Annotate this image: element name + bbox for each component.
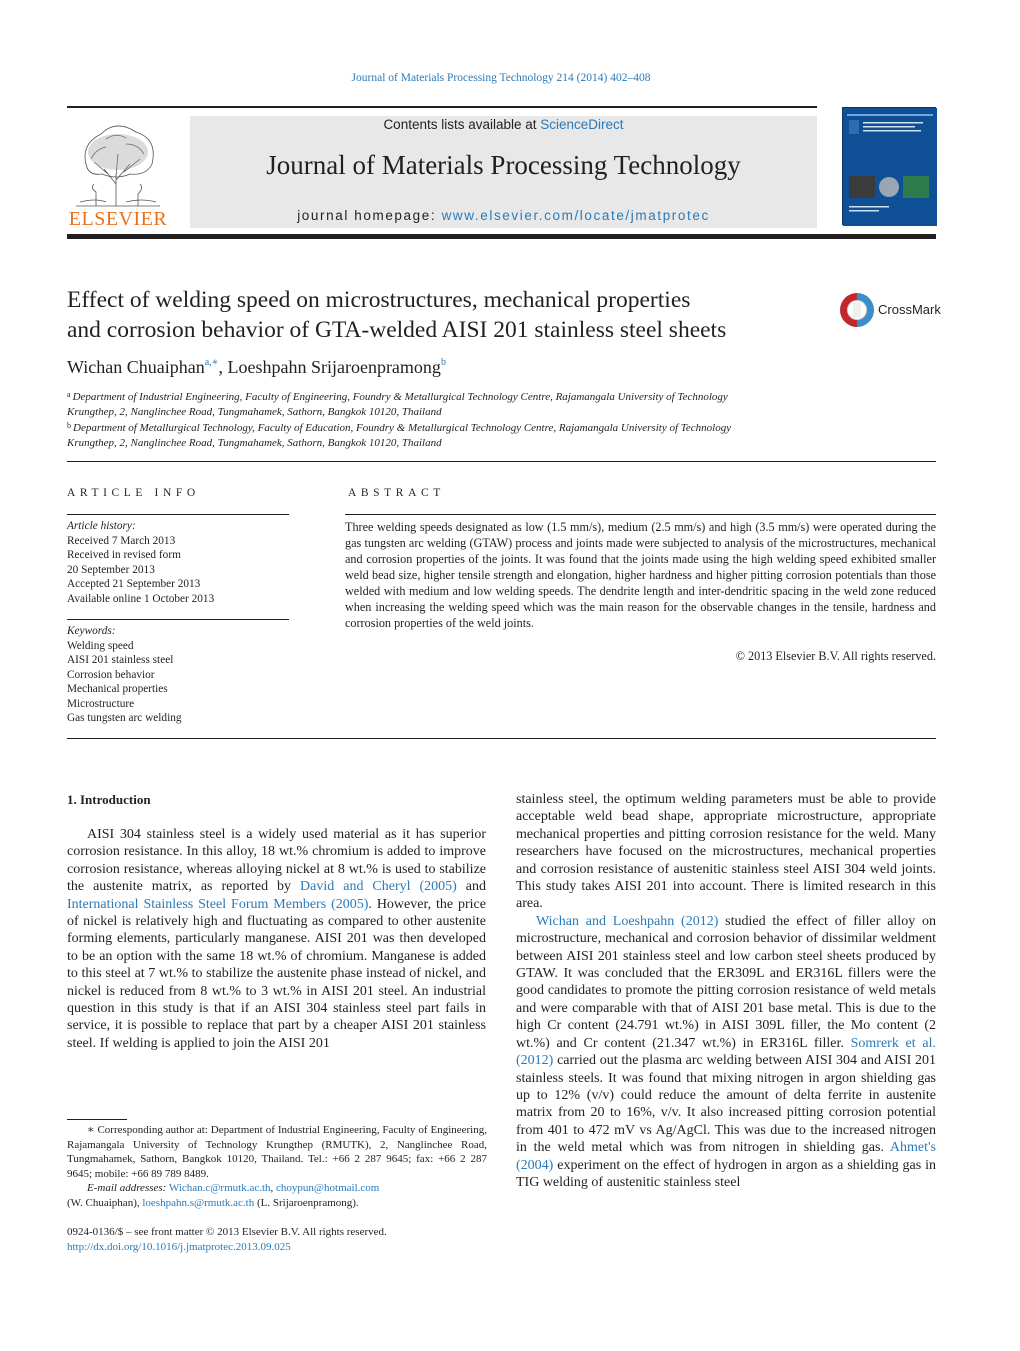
title-line-1: Effect of welding speed on microstructures, mechanical properties	[67, 287, 691, 313]
author-name: Loeshpahn Srijaroenpramong	[227, 357, 441, 377]
elsevier-wordmark: ELSEVIER	[68, 208, 168, 230]
paragraph	[516, 913, 936, 1192]
citation-link[interactable]: Wichan and Loeshpahn (2012)	[536, 913, 719, 929]
affiliation-b	[67, 419, 927, 436]
homepage-prefix: journal homepage:	[297, 208, 442, 223]
affiliation-text: Department of Metallurgical Technology, Faculty of Education, Foundry & Metallurgical Technology Centre, Rajamangala University of Technology	[73, 422, 732, 434]
affiliations	[67, 388, 927, 450]
article-info-heading: ARTICLE INFO	[67, 487, 200, 499]
footnote-corr	[67, 1123, 487, 1181]
email-separator: ,	[270, 1182, 277, 1194]
text: . However, the price of nickel is relatively high and fluctuating as compared to other austenite forming elements, particularly manganese. AISI 201 was then developed to be an option with the same 18 wt.% of chromium. Manganese is added to this steel at 7 wt.% to stabilize the austenite phase instead of nickel, and nickel is reduced from 8 wt.% to 3 wt.% in AISI 201 steel. An industrial question in this study is that if an AISI 304 stainless steel part fails in service, it is possible to replace that part by a cheaper AISI 201 stainless steel. If welding is applied to join the AISI 201	[67, 896, 486, 1051]
text: and	[456, 879, 487, 895]
keyword: Mechanical properties	[67, 683, 168, 695]
corresponding-author-footnote	[67, 1123, 487, 1210]
abstract-bottom-rule	[67, 738, 936, 739]
history-item: Received in revised form	[67, 549, 181, 561]
footnote-email	[67, 1181, 487, 1196]
citation-link[interactable]: Ahmet's (2004)	[516, 1140, 936, 1173]
text: carried out the plasma arc welding between AISI 304 and AISI 201 stainless steels. It was found that mixing nitrogen in argon shielding gas up to 12% (v/v) could reduce the amount of delta ferrite in austenite matrix from 20 to 16%, v/v. It also increased pitting corrosion potential from 401 to 472 mV vs Ag/AgCl. This was due to the increased nitrogen in the weld metal which was from nitrogen in shielding gas.	[516, 1053, 936, 1156]
author-separator: ,	[218, 357, 228, 377]
journal-citation[interactable]: Journal of Materials Processing Technology 214 (2014) 402–408	[351, 72, 651, 84]
email-owner: (W. Chuaiphan),	[67, 1196, 143, 1209]
keywords-label: Keywords:	[67, 625, 116, 637]
info-rule	[67, 619, 289, 620]
homepage-line	[190, 208, 817, 223]
contents-prefix: Contents lists available at	[383, 117, 541, 132]
email-link[interactable]: loeshpahn.s@rmutk.ac.th	[142, 1196, 255, 1209]
author-list	[67, 357, 446, 378]
issn-line: 0924-0136/$ – see front matter © 2013 Elsevier B.V. All rights reserved.	[67, 1226, 387, 1238]
footnote-rule	[67, 1119, 127, 1120]
keywords	[67, 624, 289, 726]
body-column-right	[516, 791, 936, 1191]
header-rule-top	[67, 106, 817, 108]
info-rule	[67, 514, 289, 515]
doi-link[interactable]: http://dx.doi.org/10.1016/j.jmatprotec.2013.09.025	[67, 1240, 291, 1253]
text: AISI 304 stainless steel is a widely used material as it has superior corrosion resistance. In this alloy, 18 wt.% chromium is added to improve corrosion resistance, whereas alloying nickel at 8 wt.% is used to stabilize the austenite matrix, as reported by	[67, 827, 486, 895]
history-item: 20 September 2013	[67, 563, 155, 576]
history-item: Accepted 21 September 2013	[67, 578, 201, 590]
affiliation-rule	[67, 461, 936, 462]
abstract-heading: ABSTRACT	[348, 487, 445, 499]
header-rule-thick	[67, 234, 936, 239]
journal-name: Journal of Materials Processing Technology	[266, 150, 741, 180]
text: experiment on the effect of hydrogen in argon as a shielding gas in TIG welding of austenitic stainless steel	[516, 1157, 936, 1190]
history-label: Article history:	[67, 520, 136, 532]
section-heading-introduction: 1. Introduction	[67, 792, 151, 807]
affiliation-b-cont: Krungthep, 2, Nanglinchee Road, Tungmahamek, Sathorn, Bangkok 10120, Thailand	[67, 436, 442, 449]
author-affiliation-mark[interactable]: b	[440, 357, 446, 368]
abstract-rule	[345, 514, 936, 515]
history-item: Available online 1 October 2013	[67, 592, 215, 605]
body-column-left	[67, 826, 486, 1052]
history-item: Received 7 March 2013	[67, 534, 176, 547]
abstract-copyright: © 2013 Elsevier B.V. All rights reserved.	[735, 649, 936, 663]
keyword: Corrosion behavior	[67, 668, 155, 681]
contents-line	[190, 117, 817, 132]
citation-link[interactable]: International Stainless Steel Forum Members (2005)	[67, 896, 369, 912]
author-name: Wichan Chuaiphan	[67, 357, 205, 377]
keyword: Gas tungsten arc welding	[67, 712, 182, 724]
text: studied the effect of filler alloy on microstructure, mechanical and corrosion behavior of dissimilar weldment between AISI 201 stainless steel and low carbon steel sheets produced by GTAW. It was concluded that the ER309L and ER316L fillers were the good candidates to promote the pitting corrosion resistance of weld metals and were comparable with that of AISI 201 base metal. This is due to the high Cr content (24.791 wt.%) in AISI 309L filler, the Mo content (2 wt.%) and Cr content (21.347 wt.%) in ER316L filler.	[516, 913, 937, 1051]
keyword: AISI 201 stainless steel	[67, 654, 174, 666]
crossmark-icon[interactable]	[839, 290, 877, 330]
keyword: Microstructure	[67, 697, 135, 710]
article-history	[67, 519, 289, 606]
footnote-text: Corresponding author at: Department of Industrial Engineering, Faculty of Engineering, Rajamangala University of Technology Krungthep (RMUTK), 2, Nanglinchee Road, Tungmahamek, Sathorn, Bangkok 10120, Thailand. Tel.: +66 2 287 9645; fax: +66 2 287 9645; mobile: +66 89 789 8489.	[67, 1124, 487, 1180]
email-link[interactable]: Wichan.c@rmutk.ac.th	[168, 1182, 271, 1194]
title-line-2: and corrosion behavior of GTA-welded AISI 201 stainless steel sheets	[67, 317, 727, 343]
citation-link[interactable]: Somrerk et al. (2012)	[516, 1035, 937, 1069]
article-title	[67, 285, 817, 345]
affiliation-a-cont: Krungthep, 2, Nanglinchee Road, Tungmahamek, Sathorn, Bangkok 10120, Thailand	[67, 405, 442, 418]
affiliation-mark: b	[67, 421, 71, 430]
affiliation-text: Department of Industrial Engineering, Faculty of Engineering, Foundry & Metallurgical Technology Centre, Rajamangala University of Technology	[72, 391, 728, 403]
citation-link[interactable]: David and Cheryl (2005)	[300, 879, 457, 895]
email-link[interactable]: choypun@hotmail.com	[276, 1182, 380, 1194]
email-label: E-mail addresses:	[87, 1182, 167, 1194]
issn-block	[67, 1225, 487, 1254]
affiliation-a	[67, 388, 927, 405]
author-affiliation-mark[interactable]: a,∗	[204, 357, 219, 368]
sciencedirect-link[interactable]: ScienceDirect	[540, 117, 624, 132]
crossmark-label[interactable]: CrossMark	[878, 302, 941, 317]
footnote-mark: ∗	[87, 1124, 95, 1136]
paragraph: stainless steel, the optimum welding parameters must be able to provide acceptable weld bead shape, appropriate microstructure, appropriate mechanical properties and pitting corrosion resistance for the weld. Many researchers have focused on the microstructures, mechanical properties and corrosion resistance of austenitic stainless steel AISI 304 weld joints. This study takes AISI 201 into account. There is limited research in this area.	[516, 792, 936, 912]
journal-cover-thumbnail[interactable]	[842, 107, 936, 225]
paragraph	[67, 826, 486, 1052]
homepage-link[interactable]: www.elsevier.com/locate/jmatprotec	[441, 208, 710, 223]
abstract-text: Three welding speeds designated as low (1.5 mm/s), medium (2.5 mm/s) and high (3.5 mm/s) were operated during the gas tungsten arc welding (GTAW) process and joints made were subjected to analysis of the microstructures, mechanical and corrosion properties of the joints. It was found that the joints made using the high welding speed exhibited smaller weld bead size, higher tensile strength and elongation, higher hardness and higher pitting corrosion potentials than those welded with medium and low welding speeds. The dendrite length and inter-dendritic spacing in the weld zone reduced when increasing the welding speed which was the main reason for the observable changes in the tensile, hardness and corrosion properties of the weld joints.	[345, 520, 936, 630]
email-owner: (L. Srijaroenpramong).	[254, 1196, 359, 1209]
footnote-email-owners	[67, 1196, 487, 1211]
cover-art	[843, 108, 937, 226]
affiliation-mark: a	[67, 390, 71, 399]
keyword: Welding speed	[67, 639, 134, 652]
